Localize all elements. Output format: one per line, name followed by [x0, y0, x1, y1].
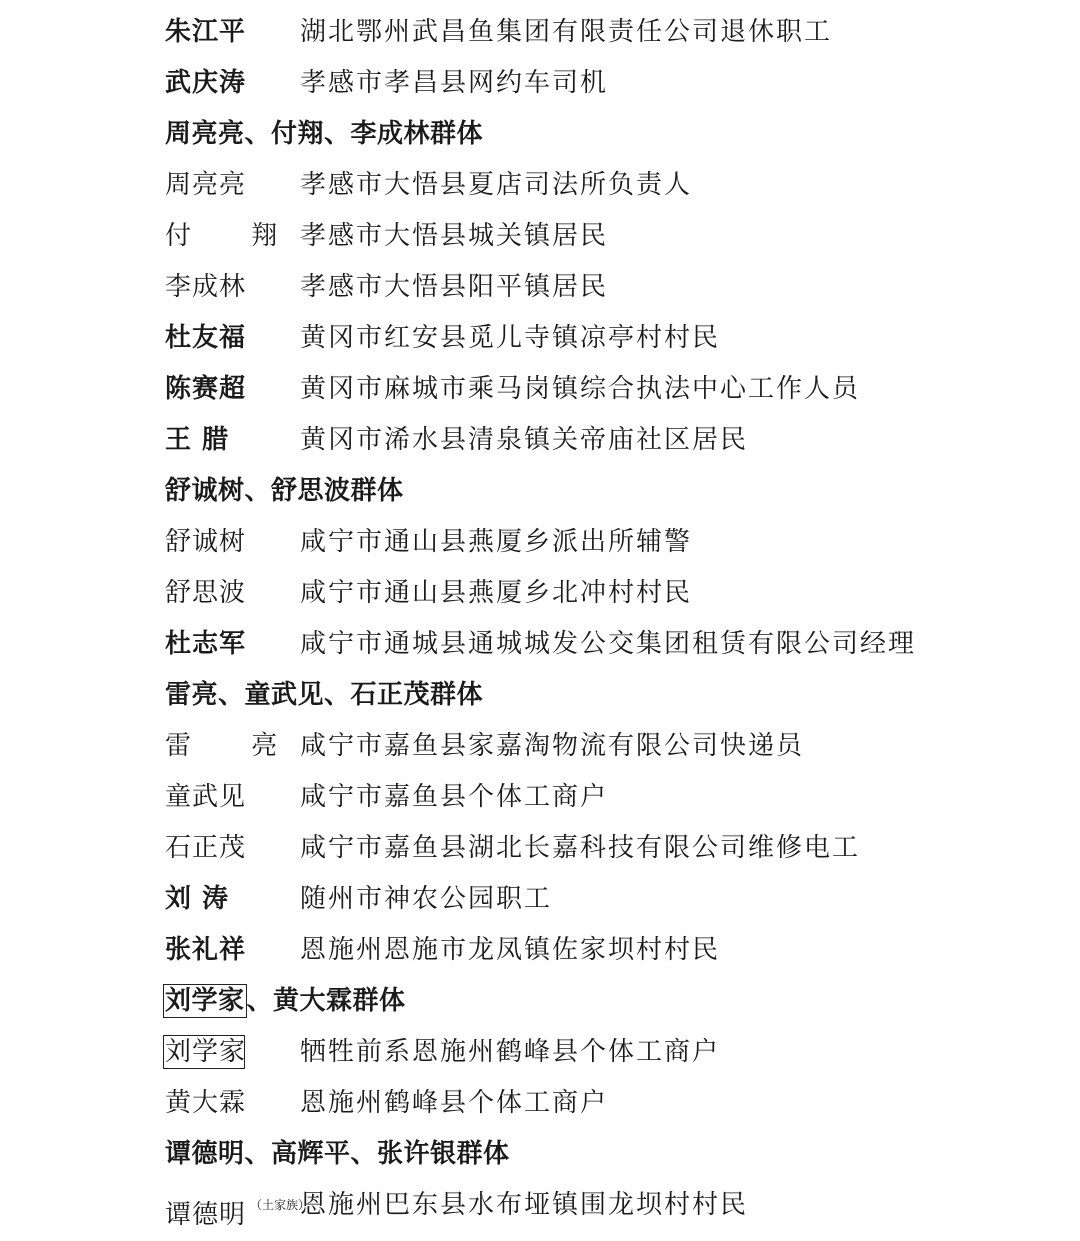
group-title: 雷亮、童武见、石正茂群体 [165, 680, 484, 710]
list-item [0, 262, 1080, 313]
person-description: 咸宁市通城县通城城发公交集团租赁有限公司经理 [300, 629, 917, 659]
list-item [0, 772, 1080, 823]
group-title [165, 976, 406, 1027]
person-name-text: 谭德明 [165, 1200, 247, 1230]
list-item [0, 1180, 1080, 1231]
list-item [0, 364, 1080, 415]
list-item [0, 619, 1080, 670]
person-description: 黄冈市麻城市乘马岗镇综合执法中心工作人员 [300, 374, 861, 404]
person-name [165, 1180, 310, 1241]
group-heading [0, 976, 1080, 1027]
person-name: 黄大霖 [165, 1088, 247, 1118]
person-description: 孝感市大悟县城关镇居民 [300, 221, 609, 251]
person-description: 恩施州恩施市龙凤镇佐家坝村村民 [300, 935, 721, 965]
person-description: 咸宁市嘉鱼县家嘉淘物流有限公司快递员 [300, 731, 805, 761]
person-name: 朱江平 [165, 17, 247, 47]
person-description: 黄冈市红安县觅儿寺镇凉亭村村民 [300, 323, 721, 353]
person-name: 杜友福 [165, 323, 247, 353]
person-name: 童武见 [165, 782, 247, 812]
person-name: 杜志军 [165, 629, 247, 659]
person-name: 雷 亮 [165, 731, 304, 761]
boxed-name: 刘学家 [165, 986, 245, 1016]
list-item [0, 58, 1080, 109]
person-description: 咸宁市通山县燕厦乡北冲村村民 [300, 578, 693, 608]
honoree-list [0, 7, 1080, 1231]
list-item [0, 823, 1080, 874]
list-item [0, 1027, 1080, 1078]
person-name: 石正茂 [165, 833, 247, 863]
person-name: 张礼祥 [165, 935, 247, 965]
person-name: 陈赛超 [165, 374, 247, 404]
group-title: 周亮亮、付翔、李成林群体 [165, 119, 484, 149]
person-description: 恩施州鹤峰县个体工商户 [300, 1088, 609, 1118]
person-description: 孝感市大悟县阳平镇居民 [300, 272, 609, 302]
person-description: 随州市神农公园职工 [300, 884, 553, 914]
list-item [0, 721, 1080, 772]
list-item [0, 1078, 1080, 1129]
list-item [0, 211, 1080, 262]
person-name: 舒诚树 [165, 527, 247, 557]
person-description: 孝感市大悟县夏店司法所负责人 [300, 170, 693, 200]
group-heading [0, 1129, 1080, 1180]
person-name: 付 翔 [165, 221, 304, 251]
person-description: 孝感市孝昌县网约车司机 [300, 68, 609, 98]
ethnicity-note: （土家族） [250, 1198, 311, 1212]
person-name: 李成林 [165, 272, 247, 302]
group-heading [0, 466, 1080, 517]
person-name: 王 腊 [165, 425, 230, 455]
person-description: 牺牲前系恩施州鹤峰县个体工商户 [300, 1037, 721, 1067]
list-item [0, 313, 1080, 364]
person-description: 咸宁市嘉鱼县湖北长嘉科技有限公司维修电工 [300, 833, 861, 863]
person-name: 武庆涛 [165, 68, 247, 98]
person-name [165, 1027, 245, 1078]
group-heading [0, 670, 1080, 721]
list-item [0, 415, 1080, 466]
person-description: 恩施州巴东县水布垭镇围龙坝村村民 [300, 1190, 749, 1220]
boxed-name: 刘学家 [165, 1037, 247, 1067]
person-description: 咸宁市嘉鱼县个体工商户 [300, 782, 609, 812]
person-description: 黄冈市浠水县清泉镇关帝庙社区居民 [300, 425, 749, 455]
list-item [0, 7, 1080, 58]
person-name: 刘 涛 [165, 884, 230, 914]
list-item [0, 568, 1080, 619]
person-description: 湖北鄂州武昌鱼集团有限责任公司退休职工 [300, 17, 833, 47]
group-title: 谭德明、高辉平、张许银群体 [165, 1139, 510, 1169]
list-item [0, 517, 1080, 568]
list-item [0, 874, 1080, 925]
person-description: 咸宁市通山县燕厦乡派出所辅警 [300, 527, 693, 557]
group-title-rest: 、黄大霖群体 [246, 986, 406, 1016]
group-title: 舒诚树、舒思波群体 [165, 476, 404, 506]
list-item [0, 160, 1080, 211]
group-heading [0, 109, 1080, 160]
list-item [0, 925, 1080, 976]
person-name: 周亮亮 [165, 170, 247, 200]
person-name: 舒思波 [165, 578, 247, 608]
